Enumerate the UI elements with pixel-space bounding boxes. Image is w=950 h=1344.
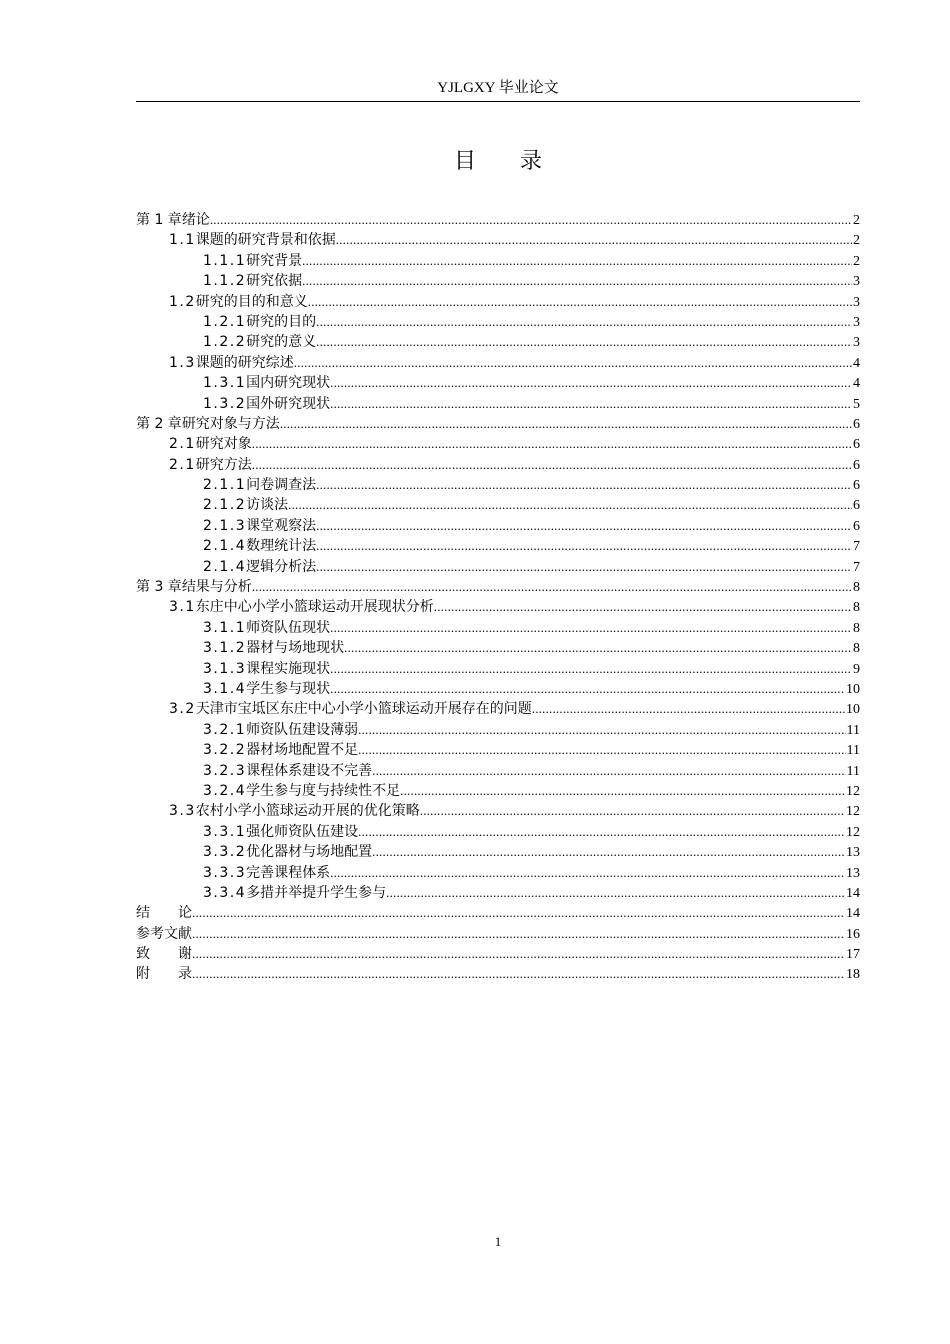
- toc-entry[interactable]: [136, 618, 860, 638]
- toc-entry-page: 2: [853, 253, 860, 269]
- toc-entry-page: 9: [853, 661, 860, 677]
- toc-entry-title: 完善课程体系: [246, 864, 331, 881]
- toc-entry-page: 6: [853, 498, 860, 514]
- toc-entry-title: 绪论: [181, 212, 210, 228]
- toc-entry-title: 研究背景: [246, 252, 303, 269]
- toc-entry[interactable]: [136, 740, 860, 760]
- toc-entry[interactable]: [136, 679, 860, 699]
- toc-entry[interactable]: [136, 924, 860, 944]
- dot-leader: [386, 883, 845, 903]
- toc-entry-number: 结 论: [136, 905, 192, 922]
- toc-entry[interactable]: [136, 781, 860, 801]
- toc-entry-title: 学生参与现状: [246, 680, 331, 697]
- dot-leader: [316, 536, 852, 556]
- toc-entry-number: 1.3.2: [203, 395, 247, 412]
- toc-entry-number: 3.2.2: [203, 742, 247, 759]
- dot-leader: [316, 312, 852, 332]
- toc-entry-title: 课题的研究背景和依据: [195, 232, 336, 249]
- toc-entry[interactable]: [136, 883, 860, 903]
- toc-entry-page: 3: [853, 314, 860, 330]
- page-number: 1: [494, 1234, 502, 1249]
- toc-entry[interactable]: [136, 394, 860, 414]
- dot-leader: [372, 842, 845, 862]
- toc-entry-page: 6: [853, 416, 860, 432]
- toc-title: [136, 148, 860, 176]
- toc-entry-title: 师资队伍建设薄弱: [246, 721, 359, 738]
- toc-entry-number: 3.3.1: [203, 823, 247, 840]
- toc-entry-page: 16: [846, 926, 860, 942]
- toc-entry-page: 3: [853, 274, 860, 290]
- toc-entry-page: 12: [846, 804, 860, 820]
- toc-entry-page: 8: [853, 641, 860, 657]
- toc-entry-number: 1.2.2: [203, 334, 247, 351]
- toc-entry-number: 致 谢: [136, 946, 192, 963]
- toc-entry-number: 3.2.1: [203, 721, 247, 738]
- toc-entry-title: 天津市宝坻区东庄中心小学小篮球运动开展存在的问题: [195, 701, 532, 718]
- toc-entry-title: 研究的目的和意义: [195, 293, 308, 310]
- dot-leader: [344, 638, 852, 658]
- toc-entry-page: 13: [846, 845, 860, 861]
- dot-leader: [252, 434, 852, 454]
- toc-entry-page: 6: [853, 457, 860, 473]
- toc-entry[interactable]: [136, 822, 860, 842]
- toc-entry-number: 2.1.3: [203, 517, 247, 534]
- toc-entry-number: 1.2.1: [203, 313, 247, 330]
- dot-leader: [434, 597, 852, 617]
- toc-entry[interactable]: [136, 292, 860, 312]
- dot-leader: [316, 557, 852, 577]
- toc-entry[interactable]: [136, 332, 860, 352]
- toc-entry[interactable]: [136, 210, 860, 230]
- toc-entry-title: 国外研究现状: [246, 395, 331, 412]
- toc-entry-page: 8: [853, 620, 860, 636]
- toc-entry-number: 附 录: [136, 966, 192, 983]
- dot-leader: [330, 394, 852, 414]
- toc-entry-number: 3.2.4: [203, 782, 247, 799]
- dot-leader: [358, 822, 845, 842]
- toc-entry[interactable]: [136, 863, 860, 883]
- toc-entry-page: 2: [853, 213, 860, 228]
- toc-entry-title: 多措并举提升学生参与: [246, 884, 387, 901]
- dot-leader: [330, 618, 852, 638]
- toc-entry-title: 问卷调查法: [246, 477, 317, 494]
- toc-entry[interactable]: [136, 434, 860, 454]
- toc-entry-number: 3.2.3: [203, 762, 247, 779]
- toc-entry-page: 13: [846, 865, 860, 881]
- toc-entry-page: 7: [853, 539, 860, 555]
- toc-entry[interactable]: [136, 495, 860, 515]
- dot-leader: [192, 903, 845, 923]
- dot-leader: [210, 210, 852, 230]
- dot-leader: [330, 679, 845, 699]
- toc-entry[interactable]: [136, 638, 860, 658]
- toc-entry-title: 器材场地配置不足: [246, 742, 359, 759]
- toc-entry[interactable]: [136, 577, 860, 597]
- toc-entry[interactable]: [136, 353, 860, 373]
- toc-entry-number: 2.1.4: [203, 558, 247, 575]
- toc-entry-page: 5: [853, 396, 860, 412]
- toc-entry[interactable]: [136, 903, 860, 923]
- toc-entry-page: 6: [853, 518, 860, 534]
- toc-entry-title: 课程实施现状: [246, 660, 331, 677]
- dot-leader: [252, 455, 852, 475]
- toc-entry-title: 课堂观察法: [246, 517, 317, 534]
- toc-entry-page: 4: [853, 355, 860, 371]
- toc-entry-number: 1.2: [169, 293, 196, 310]
- toc-entry-number: 2.1: [169, 436, 196, 453]
- toc-entry-number: 参考文献: [136, 925, 192, 942]
- toc-entry-number: 1.3.1: [203, 375, 247, 392]
- dot-leader: [288, 495, 852, 515]
- toc-entry-number: 3.1.2: [203, 640, 247, 657]
- dot-leader: [192, 944, 845, 964]
- toc-entry[interactable]: [136, 761, 860, 781]
- toc-entry-title: 研究的目的: [246, 313, 317, 330]
- toc-entry-title: 农村小学小篮球运动开展的优化策略: [195, 803, 420, 820]
- toc-entry-title: 器材与场地现状: [246, 640, 345, 657]
- toc-entry-page: 8: [853, 600, 860, 616]
- toc-entry-number: 3.1.1: [203, 619, 247, 636]
- toc-entry-page: 7: [853, 559, 860, 575]
- header-rule: [136, 101, 860, 102]
- toc-entry-title: 学生参与度与持续性不足: [246, 782, 401, 799]
- toc-entry-page: 6: [853, 478, 860, 494]
- toc-entry-title: 逻辑分析法: [246, 558, 317, 575]
- toc-entry-title: 结果与分析: [181, 579, 252, 596]
- dot-leader: [330, 863, 845, 883]
- toc-entry-title: 访谈法: [246, 497, 289, 514]
- toc-entry-title: 数理统计法: [246, 538, 317, 555]
- toc-entry-number: 1.1: [169, 232, 196, 249]
- toc-entry-number: 3.1.4: [203, 680, 247, 697]
- toc-entry-number: 3.3.4: [203, 884, 247, 901]
- toc-entry-number: 3.1: [169, 599, 196, 616]
- dot-leader: [302, 251, 852, 271]
- toc-entry[interactable]: [136, 230, 860, 250]
- toc-entry-page: 11: [846, 743, 860, 759]
- toc-entry-page: 18: [846, 967, 860, 983]
- toc-entry[interactable]: [136, 699, 860, 719]
- toc-entry-page: 2: [853, 233, 860, 249]
- toc-entry[interactable]: [136, 475, 860, 495]
- toc-title-left: 目: [453, 149, 476, 174]
- toc-entry-page: 11: [846, 722, 860, 738]
- toc-entry[interactable]: [136, 536, 860, 556]
- toc-entry[interactable]: [136, 597, 860, 617]
- dot-leader: [302, 271, 852, 291]
- toc-entry-page: 11: [846, 763, 860, 779]
- toc-entry-page: 4: [853, 376, 860, 392]
- toc-entry[interactable]: [136, 251, 860, 271]
- toc-entry-number: 1.1.2: [203, 273, 247, 290]
- dot-leader: [358, 720, 845, 740]
- toc-entry-number: 3.1.3: [203, 660, 247, 677]
- toc-entry[interactable]: [136, 944, 860, 964]
- toc-entry-number: 3.2: [169, 701, 196, 718]
- dot-leader: [308, 292, 852, 312]
- toc-entry-page: 3: [853, 335, 860, 351]
- toc-entry-title: 强化师资队伍建设: [246, 823, 359, 840]
- dot-leader: [294, 353, 852, 373]
- dot-leader: [252, 577, 852, 597]
- toc-entry[interactable]: [136, 659, 860, 679]
- toc-entry[interactable]: [136, 312, 860, 332]
- toc-entry-title: 课程体系建设不完善: [246, 762, 373, 779]
- toc-entry-title: 东庄中心小学小篮球运动开展现状分析: [195, 599, 434, 616]
- toc-entry-page: 14: [846, 906, 860, 922]
- toc-entry-number: 3.3.2: [203, 844, 247, 861]
- toc-entry[interactable]: [136, 414, 860, 434]
- toc-entry-page: 10: [846, 702, 860, 718]
- toc-entry-title: 研究依据: [246, 273, 303, 290]
- toc-entry-number: 1.1.1: [203, 252, 247, 269]
- toc-entry-number: 3.3.3: [203, 864, 247, 881]
- toc-entry-number: 1.3: [169, 354, 196, 371]
- toc-entry-number: 2.1.1: [203, 477, 247, 494]
- dot-leader: [280, 414, 852, 434]
- toc-entry[interactable]: [136, 964, 860, 984]
- toc-entry[interactable]: [136, 557, 860, 577]
- toc-entry-page: 10: [846, 681, 860, 697]
- toc-entry[interactable]: [136, 373, 860, 393]
- toc-entry-number: 第 3 章: [136, 579, 182, 596]
- dot-leader: [330, 659, 852, 679]
- toc-entry-page: 6: [853, 437, 860, 453]
- toc-entry-page: 14: [846, 885, 860, 901]
- toc-entry-page: 8: [853, 580, 860, 596]
- dot-leader: [532, 699, 845, 719]
- toc-entry-page: 17: [846, 947, 860, 963]
- toc-entry-number: 2.1.2: [203, 497, 247, 514]
- toc-entry[interactable]: [136, 720, 860, 740]
- toc-entry-title: 课题的研究综述: [195, 354, 294, 371]
- dot-leader: [192, 964, 845, 984]
- dot-leader: [316, 475, 852, 495]
- table-of-contents: [136, 210, 860, 985]
- toc-entry-title: 国内研究现状: [246, 375, 331, 392]
- dot-leader: [336, 230, 852, 250]
- toc-entry[interactable]: [136, 455, 860, 475]
- dot-leader: [316, 332, 852, 352]
- dot-leader: [358, 740, 845, 760]
- toc-entry-number: 2.1.4: [203, 538, 247, 555]
- toc-entry-title: 研究对象: [195, 436, 252, 453]
- toc-entry-number: 3.3: [169, 803, 196, 820]
- toc-entry[interactable]: [136, 516, 860, 536]
- toc-entry-title: 优化器材与场地配置: [246, 844, 373, 861]
- toc-title-right: 录: [520, 149, 543, 174]
- toc-entry-title: 研究的意义: [246, 334, 317, 351]
- toc-entry[interactable]: [136, 271, 860, 291]
- toc-entry[interactable]: [136, 842, 860, 862]
- dot-leader: [400, 781, 845, 801]
- toc-entry-page: 12: [846, 824, 860, 840]
- toc-entry-number: 第 2 章: [136, 415, 182, 432]
- toc-entry[interactable]: [136, 801, 860, 821]
- toc-entry-title: 师资队伍现状: [246, 619, 331, 636]
- toc-entry-number: 2.1: [169, 456, 196, 473]
- toc-entry-number: 第 1 章: [136, 212, 182, 228]
- toc-entry-page: 3: [853, 294, 860, 310]
- dot-leader: [372, 761, 845, 781]
- toc-entry-title: 研究对象与方法: [181, 415, 280, 432]
- toc-entry-title: 研究方法: [195, 456, 252, 473]
- dot-leader: [420, 801, 845, 821]
- dot-leader: [316, 516, 852, 536]
- dot-leader: [330, 373, 852, 393]
- toc-entry-page: 12: [846, 783, 860, 799]
- dot-leader: [192, 924, 845, 944]
- page-header: YJLGXY 毕业论文: [437, 80, 559, 96]
